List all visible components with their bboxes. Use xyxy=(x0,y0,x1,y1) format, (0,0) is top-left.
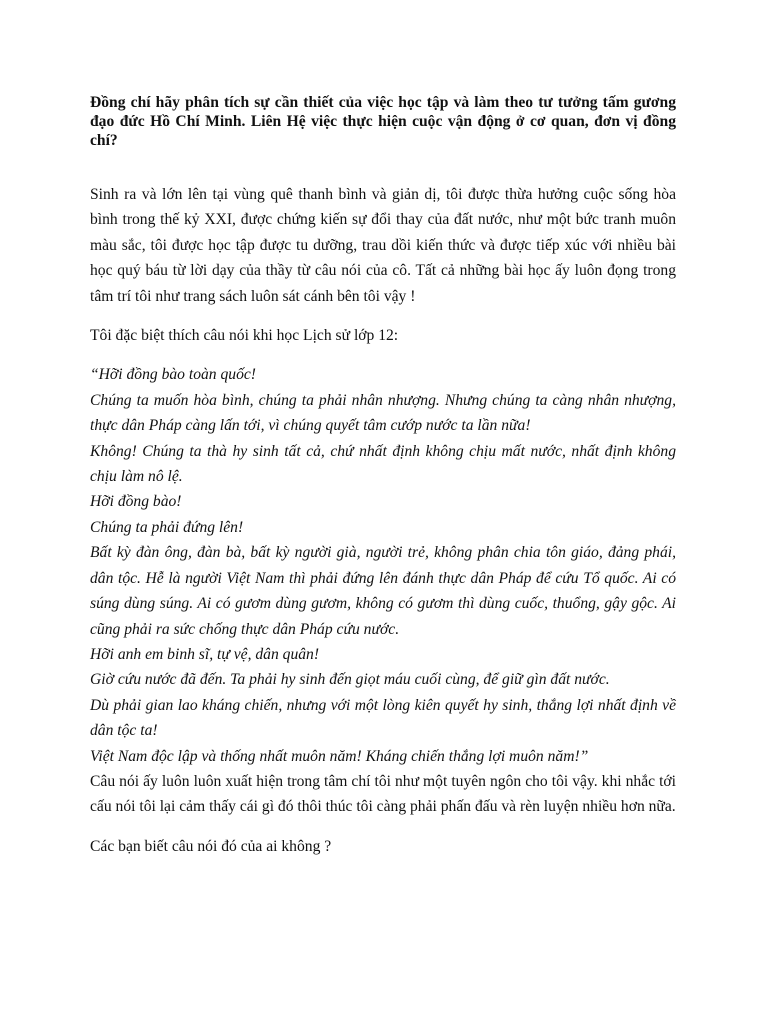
quote-line: Chúng ta muốn hòa bình, chúng ta phải nhân nhượng. Nhưng chúng ta càng nhân nhượng, thực dân Pháp càng lấn tới, vì chúng quyết tâm cướp nước ta lần nữa! xyxy=(90,391,676,435)
quote-line: Hỡi anh em binh sĩ, tự vệ, dân quân! xyxy=(90,645,320,663)
quote-block xyxy=(90,362,676,769)
quote-line: Hỡi đồng bào! xyxy=(90,493,182,511)
document-title: Đồng chí hãy phân tích sự cần thiết của việc học tập và làm theo tư tưởng tấm gương đạo đức Hồ Chí Minh. Liên Hệ việc thực hiện cuộc vận động ở cơ quan, đơn vị đồng chí? xyxy=(90,94,676,149)
document-page xyxy=(90,93,676,859)
intro-paragraph: Sinh ra và lớn lên tại vùng quê thanh bình và giản dị, tôi được thừa hưởng cuộc sống hòa bình trong thế kỷ XXI, được chứng kiến sự đổi thay của đất nước, như một bức tranh muôn màu sắc, tôi được học tập được tu dưỡng, trau dồi kiến thức và được tiếp xúc với nhiều bài học quý báu từ lời dạy của thầy từ câu nói của cô. Tất cả những bài học ấy luôn đọng trong tâm trí tôi như trang sách luôn sát cánh bên tôi vậy ! xyxy=(90,186,676,305)
lead-in-paragraph: Tôi đặc biệt thích câu nói khi học Lịch sử lớp 12: xyxy=(90,327,399,345)
reflection-paragraph: Câu nói ấy luôn luôn xuất hiện trong tâm chí tôi như một tuyên ngôn cho tôi vậy. khi nhắc tới cấu nói tôi lại cảm thấy cái gì đó thôi thúc tôi càng phải phấn đấu và rèn luyện nhiều hơn nữa. xyxy=(90,772,676,816)
quote-line: Không! Chúng ta thà hy sinh tất cả, chứ nhất định không chịu mất nước, nhất định không chịu làm nô lệ. xyxy=(90,442,676,486)
quote-line: “Hỡi đồng bào toàn quốc! xyxy=(90,366,256,384)
quote-line: Bất kỳ đàn ông, đàn bà, bất kỳ người già, người trẻ, không phân chia tôn giáo, đảng phái, dân tộc. Hễ là người Việt Nam thì phải đứng lên đánh thực dân Pháp để cứu Tổ quốc. Ai có súng dùng súng. Ai có gươm dùng gươm, không có gươm thì dùng cuốc, thuổng, gậy gộc. Ai cũng phải ra sức chống thực dân Pháp cứu nước. xyxy=(90,544,676,638)
question-paragraph: Các bạn biết câu nói đó của ai không ? xyxy=(90,837,332,855)
quote-line: Dù phải gian lao kháng chiến, nhưng với một lòng kiên quyết hy sinh, thắng lợi nhất định về dân tộc ta! xyxy=(90,696,676,740)
quote-line: Chúng ta phải đứng lên! xyxy=(90,518,244,536)
quote-line: Việt Nam độc lập và thống nhất muôn năm! Kháng chiến thắng lợi muôn năm!” xyxy=(90,747,589,765)
quote-line: Giờ cứu nước đã đến. Ta phải hy sinh đến giọt máu cuối cùng, để giữ gìn đất nước. xyxy=(90,671,610,689)
